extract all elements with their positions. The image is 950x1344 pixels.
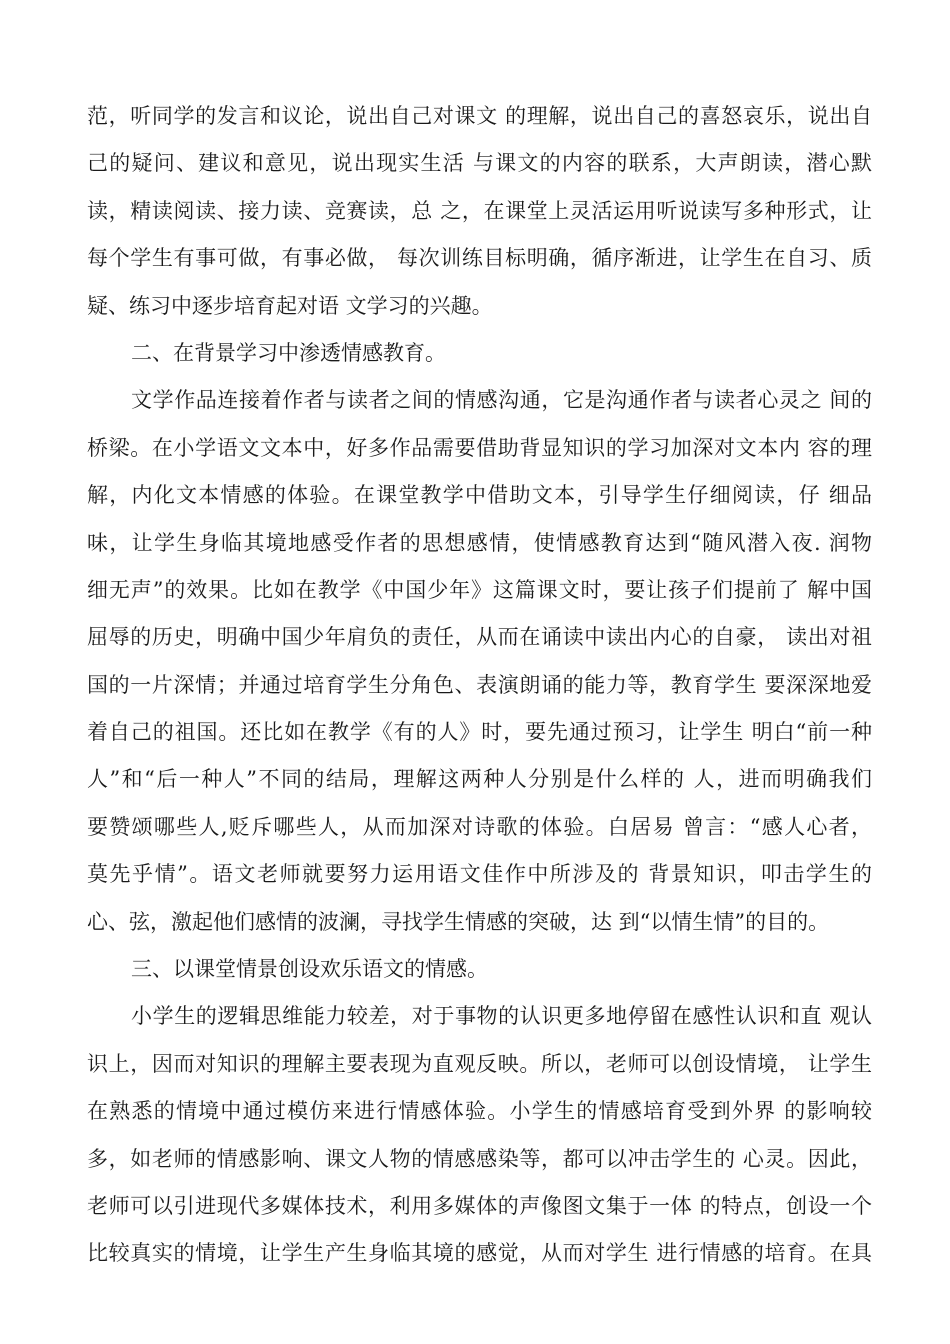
section-heading-2: 二、在背景学习中渗透情感教育。 — [131, 340, 446, 365]
text-line: 在熟悉的情境中通过模仿来进行情感体验。小学生的情感培育受到外界 的影响较 — [87, 1099, 872, 1124]
text-line: 人”和“后一种人”不同的结局，理解这两种人分别是什么样的 人，进而明确我们 — [87, 767, 872, 792]
text-line: 疑、练习中逐步培育起对语 文学习的兴趣。 — [87, 293, 493, 318]
text-line: 识上，因而对知识的理解主要表现为直观反映。所以，老师可以创设情境， 让学生 — [87, 1051, 872, 1076]
text-line: 每个学生有事可做，有事必做， 每次训练目标明确，循序渐进，让学生在自习、质 — [87, 246, 872, 271]
text-line: 解，内化文本情感的体验。在课堂教学中借助文本，引导学生仔细阅读，仔 细品 — [87, 483, 872, 508]
text-line: 要赞颂哪些人,贬斥哪些人，从而加深对诗歌的体验。白居易 曾言：“感人心者， — [87, 814, 872, 839]
text-line: 老师可以引进现代多媒体技术，利用多媒体的声像图文集于一体 的特点，创设一个 — [87, 1193, 872, 1218]
text-line: 屈辱的历史，明确中国少年肩负的责任，从而在诵读中读出内心的自豪， 读出对祖 — [87, 625, 872, 650]
text-line: 国的一片深情；并通过培育学生分角色、表演朗诵的能力等，教育学生 要深深地爱 — [87, 672, 872, 697]
paragraph-first-line: 小学生的逻辑思维能力较差，对于事物的认识更多地停留在感性认识和直 观认 — [131, 1004, 872, 1029]
text-line: 心、弦，激起他们感情的波澜，寻找学生情感的突破，达 到“以情生情”的目的。 — [87, 909, 830, 934]
text-line: 比较真实的情境，让学生产生身临其境的感觉，从而对学生 进行情感的培育。在具 — [87, 1241, 872, 1266]
text-line: 桥梁。在小学语文文本中，好多作品需要借助背显知识的学习加深对文本内 容的理 — [87, 435, 872, 460]
section-heading-3: 三、以课堂情景创设欢乐语文的情感。 — [131, 957, 488, 982]
text-line: 多，如老师的情感影响、课文人物的情感感染等，都可以冲击学生的 心灵。因此， — [87, 1146, 872, 1171]
text-line: 莫先乎情”。语文老师就要努力运用语文佳作中所涉及的 背景知识，叩击学生的 — [87, 862, 872, 887]
paragraph-first-line: 文学作品连接着作者与读者之间的情感沟通，它是沟通作者与读者心灵之 间的 — [131, 388, 872, 413]
text-line: 读，精读阅读、接力读、竞赛读，总 之，在课堂上灵活运用听说读写多种形式，让 — [87, 198, 872, 223]
text-line: 范，听同学的发言和议论，说出自己对课文 的理解，说出自己的喜怒哀乐，说出自 — [87, 104, 872, 128]
text-line: 着自己的祖国。还比如在教学《有的人》时，要先通过预习，让学生 明白“前一种 — [87, 720, 872, 745]
text-line: 味，让学生身临其境地感受作者的思想感情，使情感教育达到“随风潜入夜. 润物 — [87, 530, 872, 555]
text-line: 细无声”的效果。比如在教学《中国少年》这篇课文时，要让孩子们提前了 解中国 — [87, 577, 872, 602]
text-line: 己的疑问、建议和意见，说出现实生活 与课文的内容的联系，大声朗读，潜心默 — [87, 151, 872, 176]
document-page — [87, 93, 872, 1278]
